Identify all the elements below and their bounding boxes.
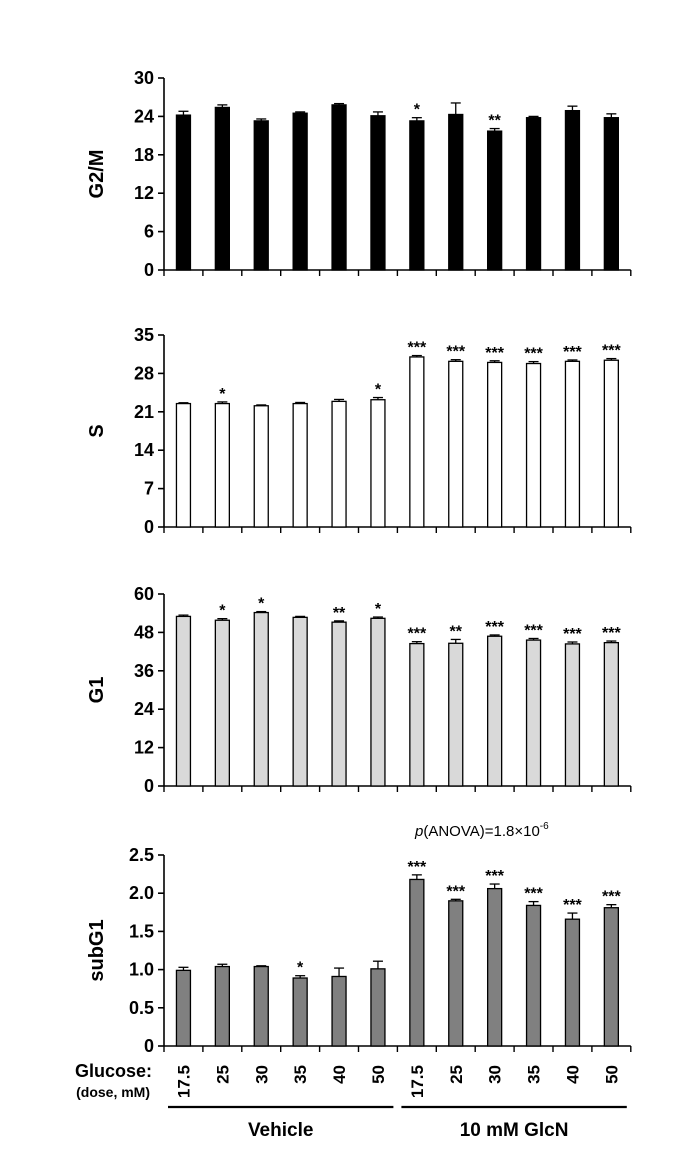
y-tick-label: 60 (133, 584, 154, 604)
y-axis-label: S (86, 424, 108, 438)
y-tick-label: 12 (133, 183, 154, 204)
significance-marker: * (374, 601, 382, 619)
significance-marker: * (219, 385, 226, 403)
group-labels (168, 1107, 627, 1141)
bar (565, 361, 579, 527)
x-category-label: 40 (563, 1065, 583, 1084)
y-tick-label: 12 (133, 737, 154, 758)
bar (176, 115, 190, 270)
bar (604, 908, 618, 1046)
significance-marker: *** (485, 618, 504, 636)
bar (176, 616, 190, 786)
bar (449, 114, 463, 270)
x-category-label: 50 (602, 1065, 622, 1084)
x-category-labels (174, 1065, 621, 1098)
significance-marker: *** (563, 897, 582, 915)
bar (254, 406, 268, 527)
y-tick-label: 0 (143, 517, 154, 537)
panel-g2-m (86, 68, 631, 280)
y-axis-label: G2/M (86, 149, 108, 199)
bar (604, 118, 618, 270)
anova-p: p (415, 823, 424, 840)
bar (332, 976, 346, 1046)
significance-marker: *** (602, 625, 621, 643)
bar (410, 357, 424, 527)
x-category-label: 50 (368, 1065, 388, 1084)
significance-marker: * (374, 381, 382, 399)
x-category-label: 30 (485, 1065, 505, 1084)
y-tick-label: 48 (133, 622, 154, 643)
y-axis-label: G1 (86, 676, 108, 704)
significance-marker: ** (449, 623, 462, 641)
bar (215, 620, 229, 786)
bar (488, 131, 502, 270)
bar (293, 617, 307, 786)
significance-marker: *** (563, 343, 582, 361)
significance-marker: *** (407, 339, 427, 357)
y-tick-label: 0 (143, 776, 154, 796)
bar (332, 401, 346, 527)
bar (449, 361, 463, 527)
bar (215, 404, 229, 527)
group-label: 10 mM GlcN (459, 1120, 569, 1141)
y-tick-label: 35 (133, 325, 154, 345)
dose-label: (dose, mM) (76, 1084, 150, 1100)
x-category-label: 40 (330, 1065, 350, 1084)
bar (371, 969, 385, 1046)
significance-marker: *** (485, 344, 504, 362)
panel-g1 (86, 584, 631, 796)
bar (371, 618, 385, 786)
bar (488, 362, 502, 527)
significance-marker: *** (407, 858, 427, 876)
significance-marker: *** (563, 626, 582, 643)
significance-marker: *** (446, 883, 466, 901)
bar (254, 121, 268, 270)
bar (293, 978, 307, 1046)
y-tick-label: 1.5 (128, 921, 154, 942)
significance-marker: *** (485, 868, 504, 886)
significance-marker: *** (602, 888, 621, 906)
significance-marker: *** (524, 622, 543, 640)
bar (604, 360, 618, 527)
x-category-label: 17.5 (174, 1065, 194, 1099)
x-category-label: 17.5 (407, 1065, 427, 1099)
bar (332, 622, 346, 786)
bar (371, 400, 385, 527)
bar (449, 901, 463, 1046)
y-tick-label: 0 (143, 260, 154, 280)
bar (332, 105, 346, 270)
bar (293, 113, 307, 270)
significance-marker: *** (602, 342, 621, 360)
y-tick-label: 14 (133, 440, 154, 461)
bar (527, 364, 541, 527)
y-tick-label: 6 (143, 221, 154, 242)
y-axis-label: subG1 (86, 919, 108, 982)
bar (527, 118, 541, 270)
y-tick-label: 1.0 (128, 959, 154, 980)
significance-marker: *** (524, 345, 543, 363)
bar (488, 889, 502, 1046)
group-label: Vehicle (247, 1120, 314, 1141)
x-category-label: 30 (252, 1065, 272, 1084)
bar (254, 967, 268, 1046)
significance-marker: * (413, 101, 420, 119)
y-tick-label: 18 (133, 144, 154, 165)
x-category-label: 25 (213, 1065, 233, 1084)
x-category-label: 25 (446, 1065, 466, 1084)
y-tick-label: 7 (143, 478, 154, 499)
bar (176, 404, 190, 527)
significance-marker: ** (332, 604, 346, 622)
bar (254, 613, 268, 786)
y-tick-label: 36 (133, 660, 154, 681)
significance-marker: *** (524, 885, 543, 903)
bar (527, 640, 541, 786)
bar (565, 644, 579, 786)
significance-marker: * (219, 602, 226, 620)
y-tick-label: 28 (133, 363, 154, 384)
anova-text: (ANOVA)=1.8×10 (423, 823, 540, 840)
significance-marker: * (297, 959, 304, 977)
bar (604, 643, 618, 786)
y-tick-label: 24 (133, 699, 154, 720)
bar (449, 643, 463, 786)
bar (565, 919, 579, 1046)
y-tick-label: 0 (143, 1036, 154, 1056)
x-category-label: 35 (524, 1065, 544, 1084)
y-tick-label: 2.0 (128, 883, 154, 904)
anova-annotation (414, 821, 549, 840)
bar (176, 970, 190, 1046)
panels (86, 68, 631, 1056)
bar (565, 111, 579, 270)
y-tick-label: 0.5 (128, 997, 154, 1018)
bar (488, 636, 502, 786)
significance-marker: * (258, 595, 265, 613)
significance-marker: *** (446, 343, 466, 361)
bar (371, 116, 385, 270)
panel-subg1 (86, 845, 631, 1056)
bar (410, 644, 424, 786)
panel-s (86, 325, 631, 537)
bar (215, 967, 229, 1046)
bar (410, 879, 424, 1046)
bar (293, 404, 307, 527)
bar (527, 905, 541, 1046)
anova-exponent: -6 (539, 821, 549, 832)
y-tick-label: 21 (133, 401, 154, 422)
y-tick-label: 2.5 (128, 845, 154, 865)
x-category-label: 35 (291, 1065, 311, 1084)
significance-marker: *** (407, 625, 427, 643)
y-tick-label: 30 (133, 68, 154, 88)
bar (410, 121, 424, 270)
glucose-label: Glucose: (74, 1061, 152, 1081)
y-tick-label: 24 (133, 106, 154, 127)
bar (215, 107, 229, 270)
significance-marker: ** (488, 112, 501, 130)
